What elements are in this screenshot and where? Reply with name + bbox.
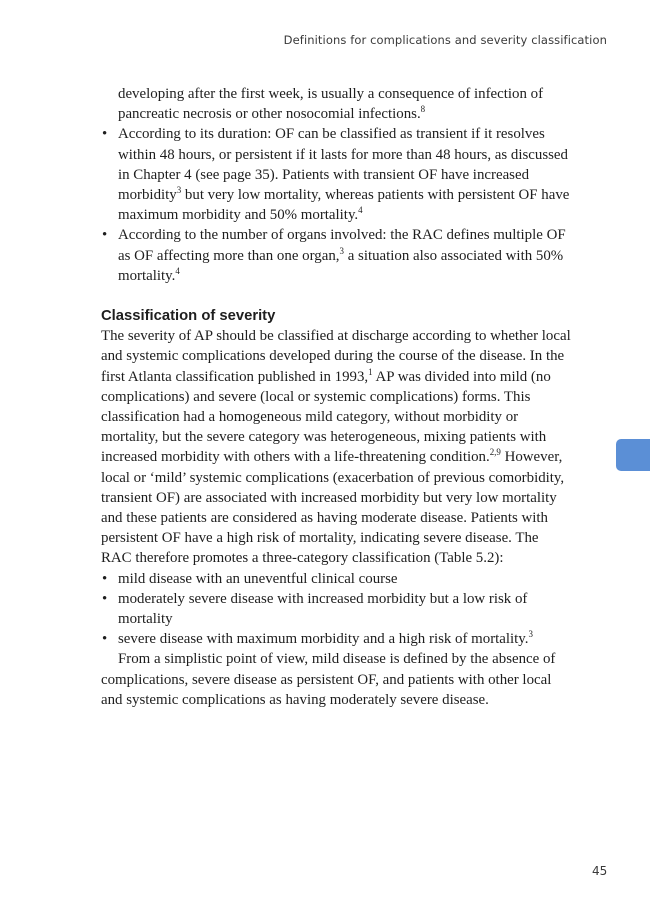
page-body <box>101 84 571 710</box>
list-item <box>101 629 571 649</box>
page-number: 45 <box>592 864 608 878</box>
bullet-icon: • <box>102 590 108 607</box>
bullet-text: According to the number of organs involved: the RAC defines multiple OF as OF affecting more than one organ, <box>118 227 566 264</box>
intro-continuation <box>101 84 571 124</box>
reference-marker: 3 <box>176 185 182 196</box>
severity-category-bullets <box>101 569 571 650</box>
bullet-text: mild disease with an uneventful clinical course <box>118 570 398 587</box>
chapter-side-tab <box>616 439 650 471</box>
organ-failure-bullets <box>101 124 571 286</box>
bullet-text: moderately severe disease with increased morbidity but a low risk of mortality <box>118 590 528 628</box>
bullet-icon: • <box>102 227 108 244</box>
reference-marker: 4 <box>175 265 180 276</box>
list-item <box>101 124 571 225</box>
bullet-icon: • <box>102 126 108 143</box>
list-item <box>101 225 571 286</box>
list-item <box>101 589 571 629</box>
running-header: Definitions for complications and severity classification <box>283 33 607 47</box>
bullet-text: but very low mortality, whereas patients with persistent OF have maximum morbidity and 50% mortality. <box>118 187 570 224</box>
bullet-icon: • <box>102 570 108 587</box>
reference-marker: 4 <box>358 205 363 216</box>
severity-paragraph <box>101 326 571 568</box>
reference-marker: 1 <box>368 366 373 377</box>
paragraph-text: AP was divided into mild (no complications) and severe (local or systemic complications) forms. This classification had a homogeneous mild category, without morbidity or mortality, but the severe category was heterogeneous, mixing patients with increased morbidity with others with a life-threatening condition. <box>101 368 551 466</box>
reference-marker: 3 <box>528 629 533 640</box>
section-heading: Classification of severity <box>101 308 276 325</box>
bullet-text: According to its duration: OF can be classified as transient if it resolves within 48 hours, or persistent if it lasts for more than 48 hours, as discussed in Chapter 4 (see page 35). Patients with transient OF have increased morbidity <box>118 126 568 204</box>
reference-marker: 2,9 <box>489 447 501 458</box>
bullet-text: severe disease with maximum morbidity and a high risk of mortality. <box>118 631 529 648</box>
reference-marker: 8 <box>420 104 426 115</box>
intro-text: developing after the first week, is usually a consequence of infection of pancreatic necrosis or other nosocomial infections. <box>118 86 544 123</box>
paragraph-text: However, local or ‘mild’ systemic complications (exacerbation of previous comorbidity, transient OF) are associated with increased morbidity but very low mortality and these patients are considered as having moderate disease. Patients with persistent OF have a high risk of mortality, indicating severe disease. The RAC therefore promotes a three-category classification (Table 5.2): <box>101 449 565 567</box>
list-item <box>101 569 571 589</box>
closing-paragraph: From a simplistic point of view, mild disease is defined by the absence of complications, severe disease as persistent OF, and patients with other local and systemic complications as having moderately severe disease. <box>101 651 556 708</box>
bullet-icon: • <box>102 631 108 648</box>
bullet-text: a situation also associated with 50% mortality. <box>118 247 564 284</box>
paragraph-text: The severity of AP should be classified at discharge according to whether local and systemic complications developed during the course of the disease. In the first Atlanta classification published in 1993, <box>101 328 571 385</box>
reference-marker: 3 <box>339 245 344 256</box>
